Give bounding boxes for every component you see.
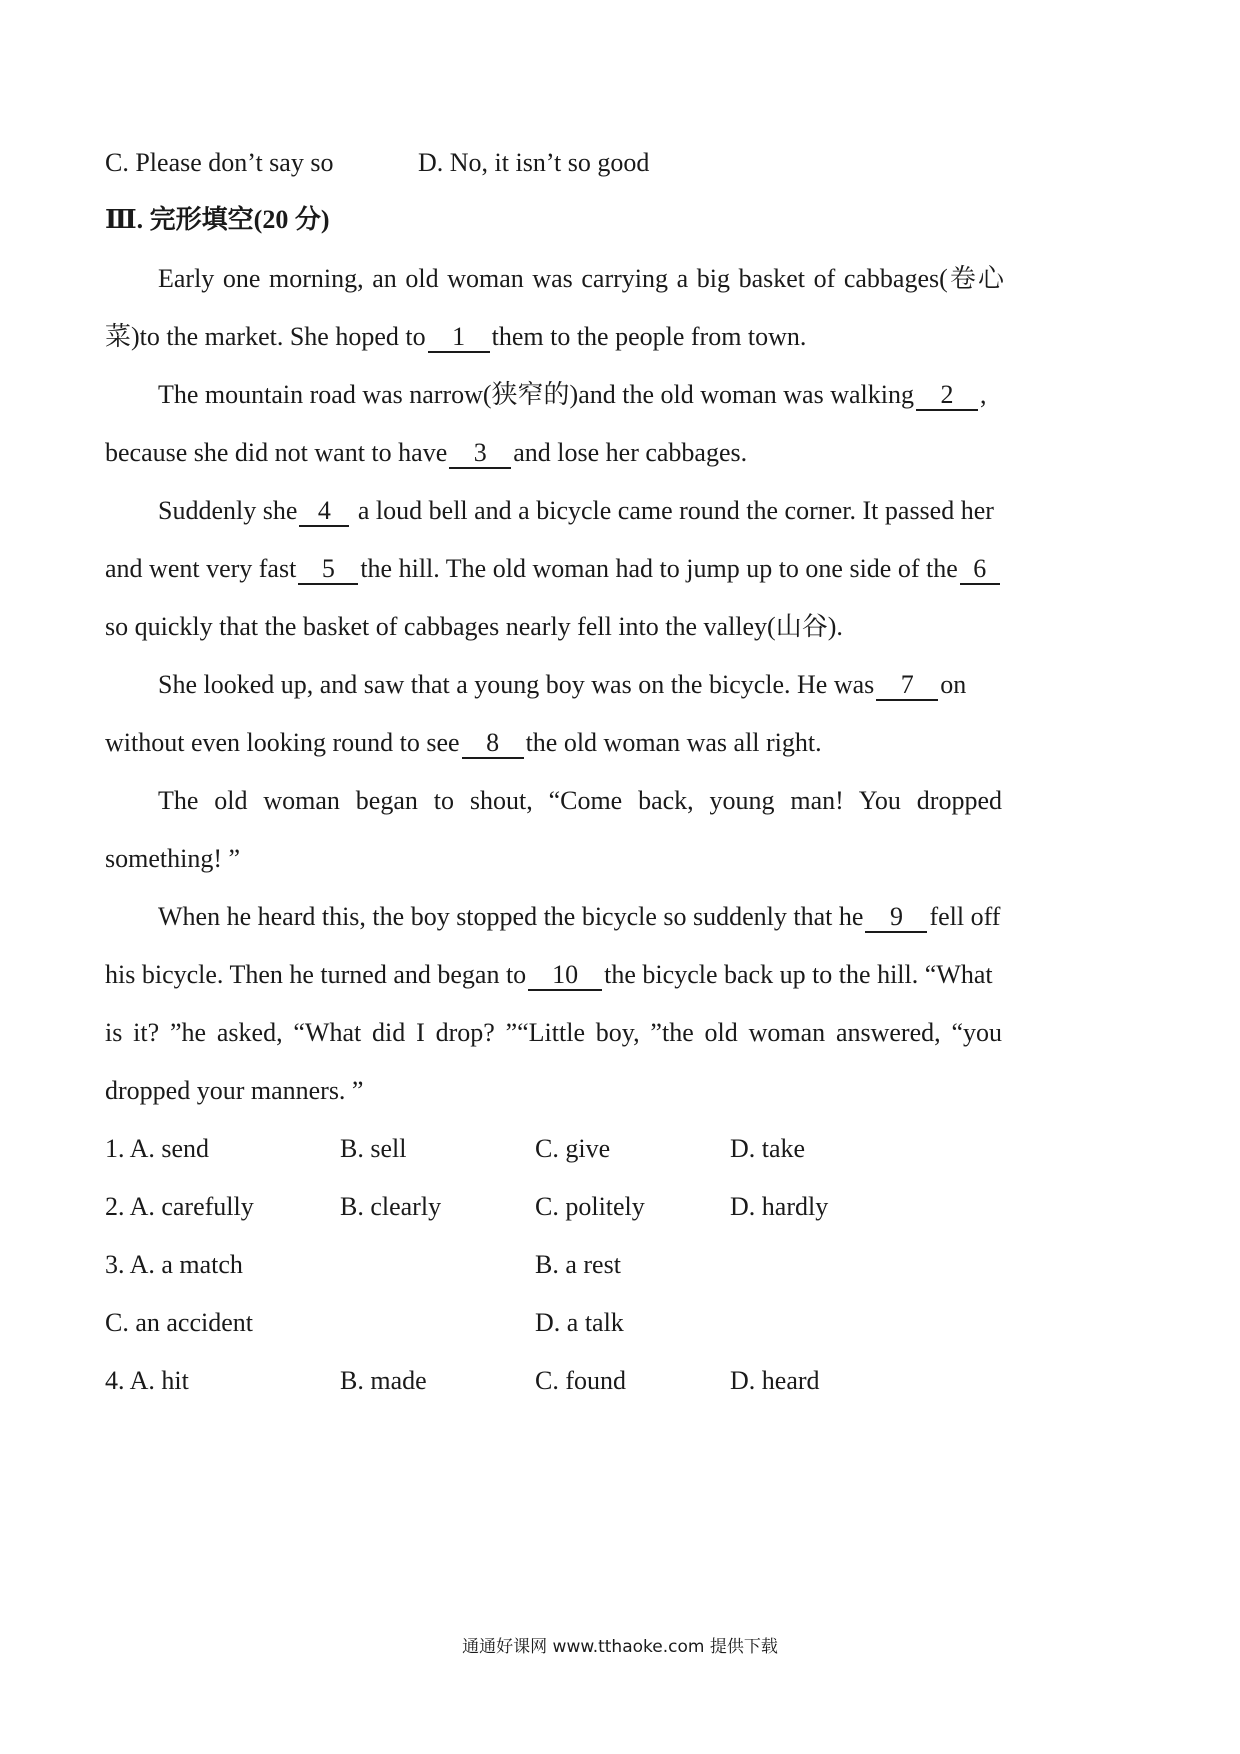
blank-1: 1	[428, 323, 490, 353]
question-2-option-d: D. hardly	[730, 1192, 829, 1221]
question-3-option-b: B. a rest	[535, 1250, 621, 1279]
passage-line	[105, 320, 806, 354]
prev-option-d: D. No, it isn’t so good	[418, 148, 650, 177]
passage-line	[105, 552, 1002, 586]
passage-text: the hill. The old woman had to jump up to one side of the	[360, 554, 958, 583]
passage-text: the old woman was all right.	[525, 728, 822, 757]
blank-4: 4	[299, 497, 349, 527]
question-2-option-c: C. politely	[535, 1192, 645, 1221]
passage-line: dropped your manners. ”	[105, 1076, 364, 1105]
blank-3: 3	[449, 439, 511, 469]
passage-line	[158, 900, 1000, 934]
passage-text: ,	[979, 380, 987, 409]
passage-line	[105, 726, 822, 760]
blank-9: 9	[865, 903, 927, 933]
passage-text: She looked up, and saw that a young boy was on the bicycle. He was	[158, 670, 875, 699]
question-4-option-a: 4. A. hit	[105, 1366, 189, 1395]
question-1-option-b: B. sell	[340, 1134, 407, 1163]
passage-line	[158, 668, 966, 702]
blank-5: 5	[298, 555, 358, 585]
passage-text: Suddenly she	[158, 496, 298, 525]
question-4-option-d: D. heard	[730, 1366, 820, 1395]
passage-line: Early one morning, an old woman was carrying a big basket of cabbages(卷心	[158, 264, 1004, 293]
passage-text: The mountain road was narrow(狭窄的)and the old woman was walking	[158, 380, 914, 409]
passage-text: his bicycle. Then he turned and began to	[105, 960, 527, 989]
passage-text: a loud bell and a bicycle came round the corner. It passed her	[357, 496, 994, 525]
passage-text: without even looking round to see	[105, 728, 460, 757]
passage-text: 菜)to the market. She hoped to	[105, 322, 426, 351]
passage-text: on	[940, 670, 967, 699]
section-heading: Ⅲ. 完形填空(20 分)	[105, 205, 330, 234]
page-footer: 通通好课网 www.tthaoke.com 提供下载	[462, 1637, 778, 1657]
question-1-option-a: 1. A. send	[105, 1134, 209, 1163]
question-4-option-c: C. found	[535, 1366, 626, 1395]
passage-text: them to the people from town.	[491, 322, 807, 351]
blank-7: 7	[876, 671, 938, 701]
question-3-option-d: D. a talk	[535, 1308, 624, 1337]
question-3-option-a: 3. A. a match	[105, 1250, 243, 1279]
passage-line: is it? ”he asked, “What did I drop? ”“Little boy, ”the old woman answered, “you	[105, 1018, 1002, 1047]
passage-text: When he heard this, the boy stopped the bicycle so suddenly that he	[158, 902, 864, 931]
passage-line: something! ”	[105, 844, 241, 873]
passage-line	[158, 494, 994, 528]
passage-line: so quickly that the basket of cabbages nearly fell into the valley(山谷).	[105, 612, 843, 641]
passage-line	[158, 378, 986, 412]
passage-line	[105, 436, 747, 470]
question-1-option-c: C. give	[535, 1134, 611, 1163]
question-4-option-b: B. made	[340, 1366, 427, 1395]
blank-6: 6	[960, 555, 1000, 585]
question-1-option-d: D. take	[730, 1134, 806, 1163]
blank-8: 8	[462, 729, 524, 759]
passage-text: and lose her cabbages.	[513, 438, 748, 467]
passage-text: fell off	[929, 902, 1001, 931]
passage-text: the bicycle back up to the hill. “What	[604, 960, 993, 989]
passage-line	[105, 958, 993, 992]
question-3-option-c: C. an accident	[105, 1308, 253, 1337]
passage-line: The old woman began to shout, “Come back, young man! You dropped	[158, 786, 1002, 815]
prev-option-c: C. Please don’t say so	[105, 148, 334, 177]
question-2-option-a: 2. A. carefully	[105, 1192, 254, 1221]
blank-10: 10	[528, 961, 602, 991]
blank-2: 2	[916, 381, 978, 411]
question-2-option-b: B. clearly	[340, 1192, 442, 1221]
passage-text: because she did not want to have	[105, 438, 448, 467]
passage-text: and went very fast	[105, 554, 297, 583]
